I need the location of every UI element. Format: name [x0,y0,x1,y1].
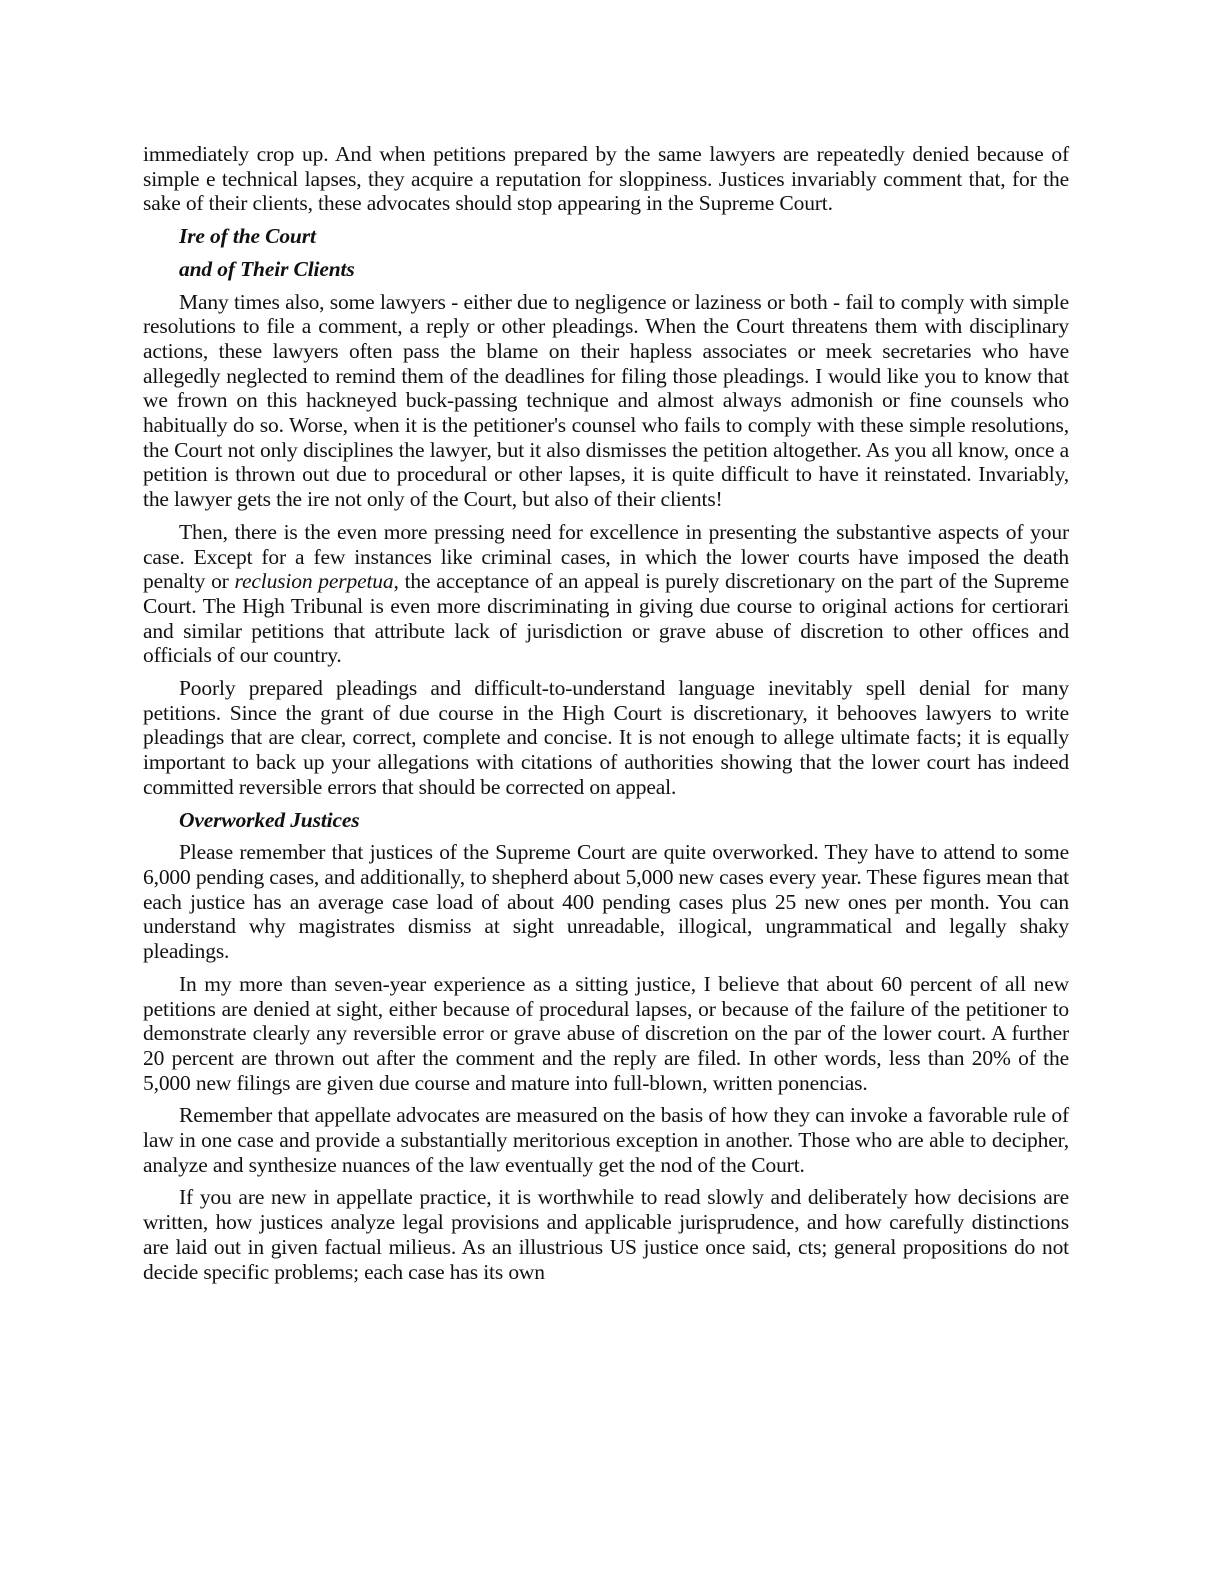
paragraph-new-practice: If you are new in appellate practice, it is worthwhile to read slowly and deliberately how decisions are written, how justices analyze legal provisions and applicable jurisprudence, and how carefully distinctions are laid out in given factual milieus. As an illustrious US justice once said, cts; general propositions do not decide specific problems; each case has its own [143,1185,1069,1284]
paragraph-negligence: Many times also, some lawyers - either due to negligence or laziness or both - fail to comply with simple resolutions to file a comment, a reply or other pleadings. When the Court threatens them with disciplinary actions, these lawyers often pass the blame on their hapless associates or meek secretaries who have allegedly neglected to remind them of the deadlines for filing those pleadings. I would like you to know that we frown on this hackneyed buck-passing technique and almost always admonish or fine counsels who habitually do so. Worse, when it is the petitioner's counsel who fails to comply with these simple resolutions, the Court not only disciplines the lawyer, but it also dismisses the petition altogether. As you all know, once a petition is thrown out due to procedural or other lapses, it is quite difficult to have it reinstated. Invariably, the lawyer gets the ire not only of the Court, but also of their clients! [143,289,1069,512]
paragraph-experience: In my more than seven-year experience as a sitting justice, I believe that about 60 percent of all new petitions are denied at sight, either because of procedural lapses, or because of the failure of the petitioner to demonstrate clearly any reversible error or grave abuse of discretion on the par of the lower court. A further 20 percent are thrown out after the comment and the reply are filed. In other words, less than 20% of the 5,000 new filings are given due course and mature into full-blown, written ponencias. [143,971,1069,1095]
paragraph-text-part: Then, there is the even more pressing need for excellence in presenting the substantive aspects of your case. Except for a few instances like criminal cases, in which the lower courts have imposed the death penalty or [143,519,1069,594]
paragraph-poorly-prepared: Poorly prepared pleadings and difficult-to-understand language inevitably spell denial for many petitions. Since the grant of due course in the High Court is discretionary, it behooves lawyers to write pleadings that are clear, correct, complete and concise. It is not enough to allege ultimate facts; it is equally important to back up your allegations with citations of authorities showing that the lower court has indeed committed reversible errors that should be corrected on appeal. [143,676,1069,799]
paragraph-text-part: , the acceptance of an appeal is purely discretionary on the part of the Supreme Court. The High Tribunal is even more discriminating in giving due course to original actions for certiorari and similar petitions that attribute lack of jurisdiction or grave abuse of discretion to other offices and officials of our country. [143,569,1069,668]
paragraph-appellate-advocates: Remember that appellate advocates are measured on the basis of how they can invoke a favorable rule of law in one case and provide a substantially meritorious exception in another. Those who are able to decipher, analyze and synthesize nuances of the law eventually get the nod of the Court. [143,1103,1069,1177]
section-heading-ire-line2: and of Their Clients [179,256,355,281]
document-page [143,142,1069,1292]
paragraph-overworked: Please remember that justices of the Supreme Court are quite overworked. They have to attend to some 6,000 pending cases, and additionally, to shepherd about 5,000 new cases every year. These figures mean that each justice has an average case load of about 400 pending cases plus 25 new ones per month. You can understand why magistrates dismiss at sight unreadable, illogical, ungrammatical and legally shaky pleadings. [143,840,1069,964]
paragraph-substantive-aspects [143,520,1069,668]
section-heading-overworked: Overworked Justices [179,807,360,832]
section-heading-ire-line1: Ire of the Court [179,224,316,249]
paragraph-continuation: immediately crop up. And when petitions prepared by the same lawyers are repeatedly denied because of simple e technical lapses, they acquire a reputation for sloppiness. Justices invariably comment that, for the sake of their clients, these advocates should stop appearing in the Supreme Court. [143,142,1069,216]
italic-term-reclusion-perpetua: reclusion perpetua [234,569,394,594]
